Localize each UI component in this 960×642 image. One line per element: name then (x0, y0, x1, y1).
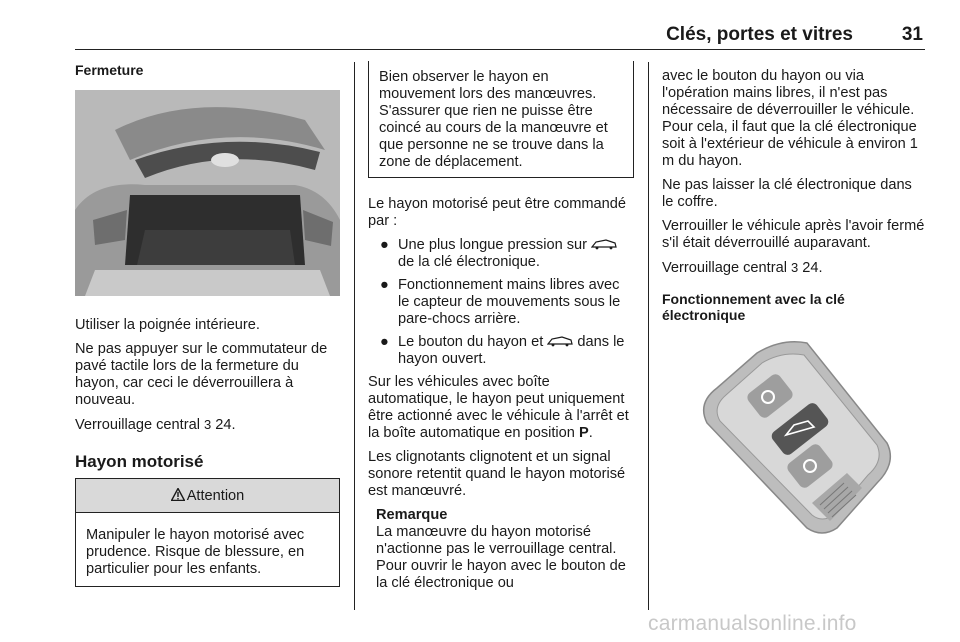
remark-block (368, 507, 634, 592)
para-central-locking-ref-2: Verrouillage central 3 24. (662, 260, 823, 276)
column-divider-2 (648, 62, 649, 610)
column-1 (75, 62, 340, 587)
section-title: Clés, portes et vitres (666, 24, 853, 45)
warning-triangle-icon (171, 488, 185, 501)
para-automatic-gearbox: Sur les véhicules avec boîte automatique, le hayon peut uniquement être actionné avec le véhicule à l'arrêt et la boîte automatique en position P. (368, 374, 629, 441)
page-number: 31 (901, 24, 923, 45)
para-key-trunk: Ne pas laisser la clé électronique dans le coffre. (662, 177, 912, 210)
electronic-key-illustration (662, 333, 927, 543)
car-tailgate-icon (547, 335, 573, 347)
bullet-dot: ● (380, 334, 389, 350)
para-continuation: avec le bouton du hayon ou via l'opération mains libres, il n'est pas nécessaire de déverrouiller le véhicule. Pour cela, il faut que la clé électronique soit à l'extérieur de véhicule à environ 1 m du hayon. (662, 68, 918, 169)
tailgate-photo (75, 90, 340, 296)
remark-text: La manœuvre du hayon motorisé n'actionne pas le verrouillage central. Pour ouvrir le hayon avec le bouton de la clé électronique ou (376, 524, 626, 591)
heading-hayon-motorise: Hayon motorisé (75, 452, 204, 471)
para-touchpad: Ne pas appuyer sur le commutateur de pavé tactile lors de la fermeture du hayon, car ceci le déverrouillera à nouveau. (75, 341, 328, 408)
remark-heading: Remarque (376, 507, 448, 523)
column-divider-1 (354, 62, 355, 610)
bullet-item-key: ● Une plus longue pression sur de la clé électronique. (368, 237, 634, 271)
attention-body: Manipuler le hayon motorisé avec prudence. Risque de blessure, en particulier pour les enfants. (86, 527, 305, 577)
column-3 (662, 68, 927, 548)
watermark: carmanualsonline.info (648, 612, 857, 635)
para-central-locking-ref: Verrouillage central 3 24. (75, 417, 236, 433)
para-control-intro: Le hayon motorisé peut être commandé par : (368, 196, 626, 229)
attention-header (76, 479, 339, 513)
page-ref-icon: 3 (791, 260, 799, 275)
para-inner-handle: Utiliser la poignée intérieure. (75, 317, 260, 333)
bullet-dot: ● (380, 237, 389, 253)
bullet-item-button: ● Le bouton du hayon et dans le hayon ouvert. (380, 334, 625, 367)
page-ref-icon: 3 (204, 417, 212, 432)
attention-label: Attention (186, 488, 245, 504)
notice-box: Bien observer le hayon en mouvement lors des manœuvres. S'assurer que rien ne puisse être coincé au cours de la manœuvre et que personne ne se trouve dans la zone de déplacement. (368, 61, 634, 178)
car-tailgate-icon (591, 238, 617, 250)
attention-box (75, 478, 340, 587)
heading-electronic-key: Fonctionnement avec la clé électronique (662, 291, 845, 323)
column-2 (368, 62, 634, 592)
heading-fermeture: Fermeture (75, 62, 144, 78)
bullet-item-handsfree: ● Fonctionnement mains libres avec le capteur de mouvements sous le pare-chocs arrière. (380, 277, 621, 327)
para-lock-vehicle: Verrouiller le véhicule après l'avoir fermé s'il était déverrouillé auparavant. (662, 218, 925, 251)
page-header (75, 22, 925, 50)
bullet-dot: ● (380, 277, 389, 293)
para-signal: Les clignotants clignotent et un signal sonore retentit quand le hayon motorisé est manœuvré. (368, 449, 626, 499)
